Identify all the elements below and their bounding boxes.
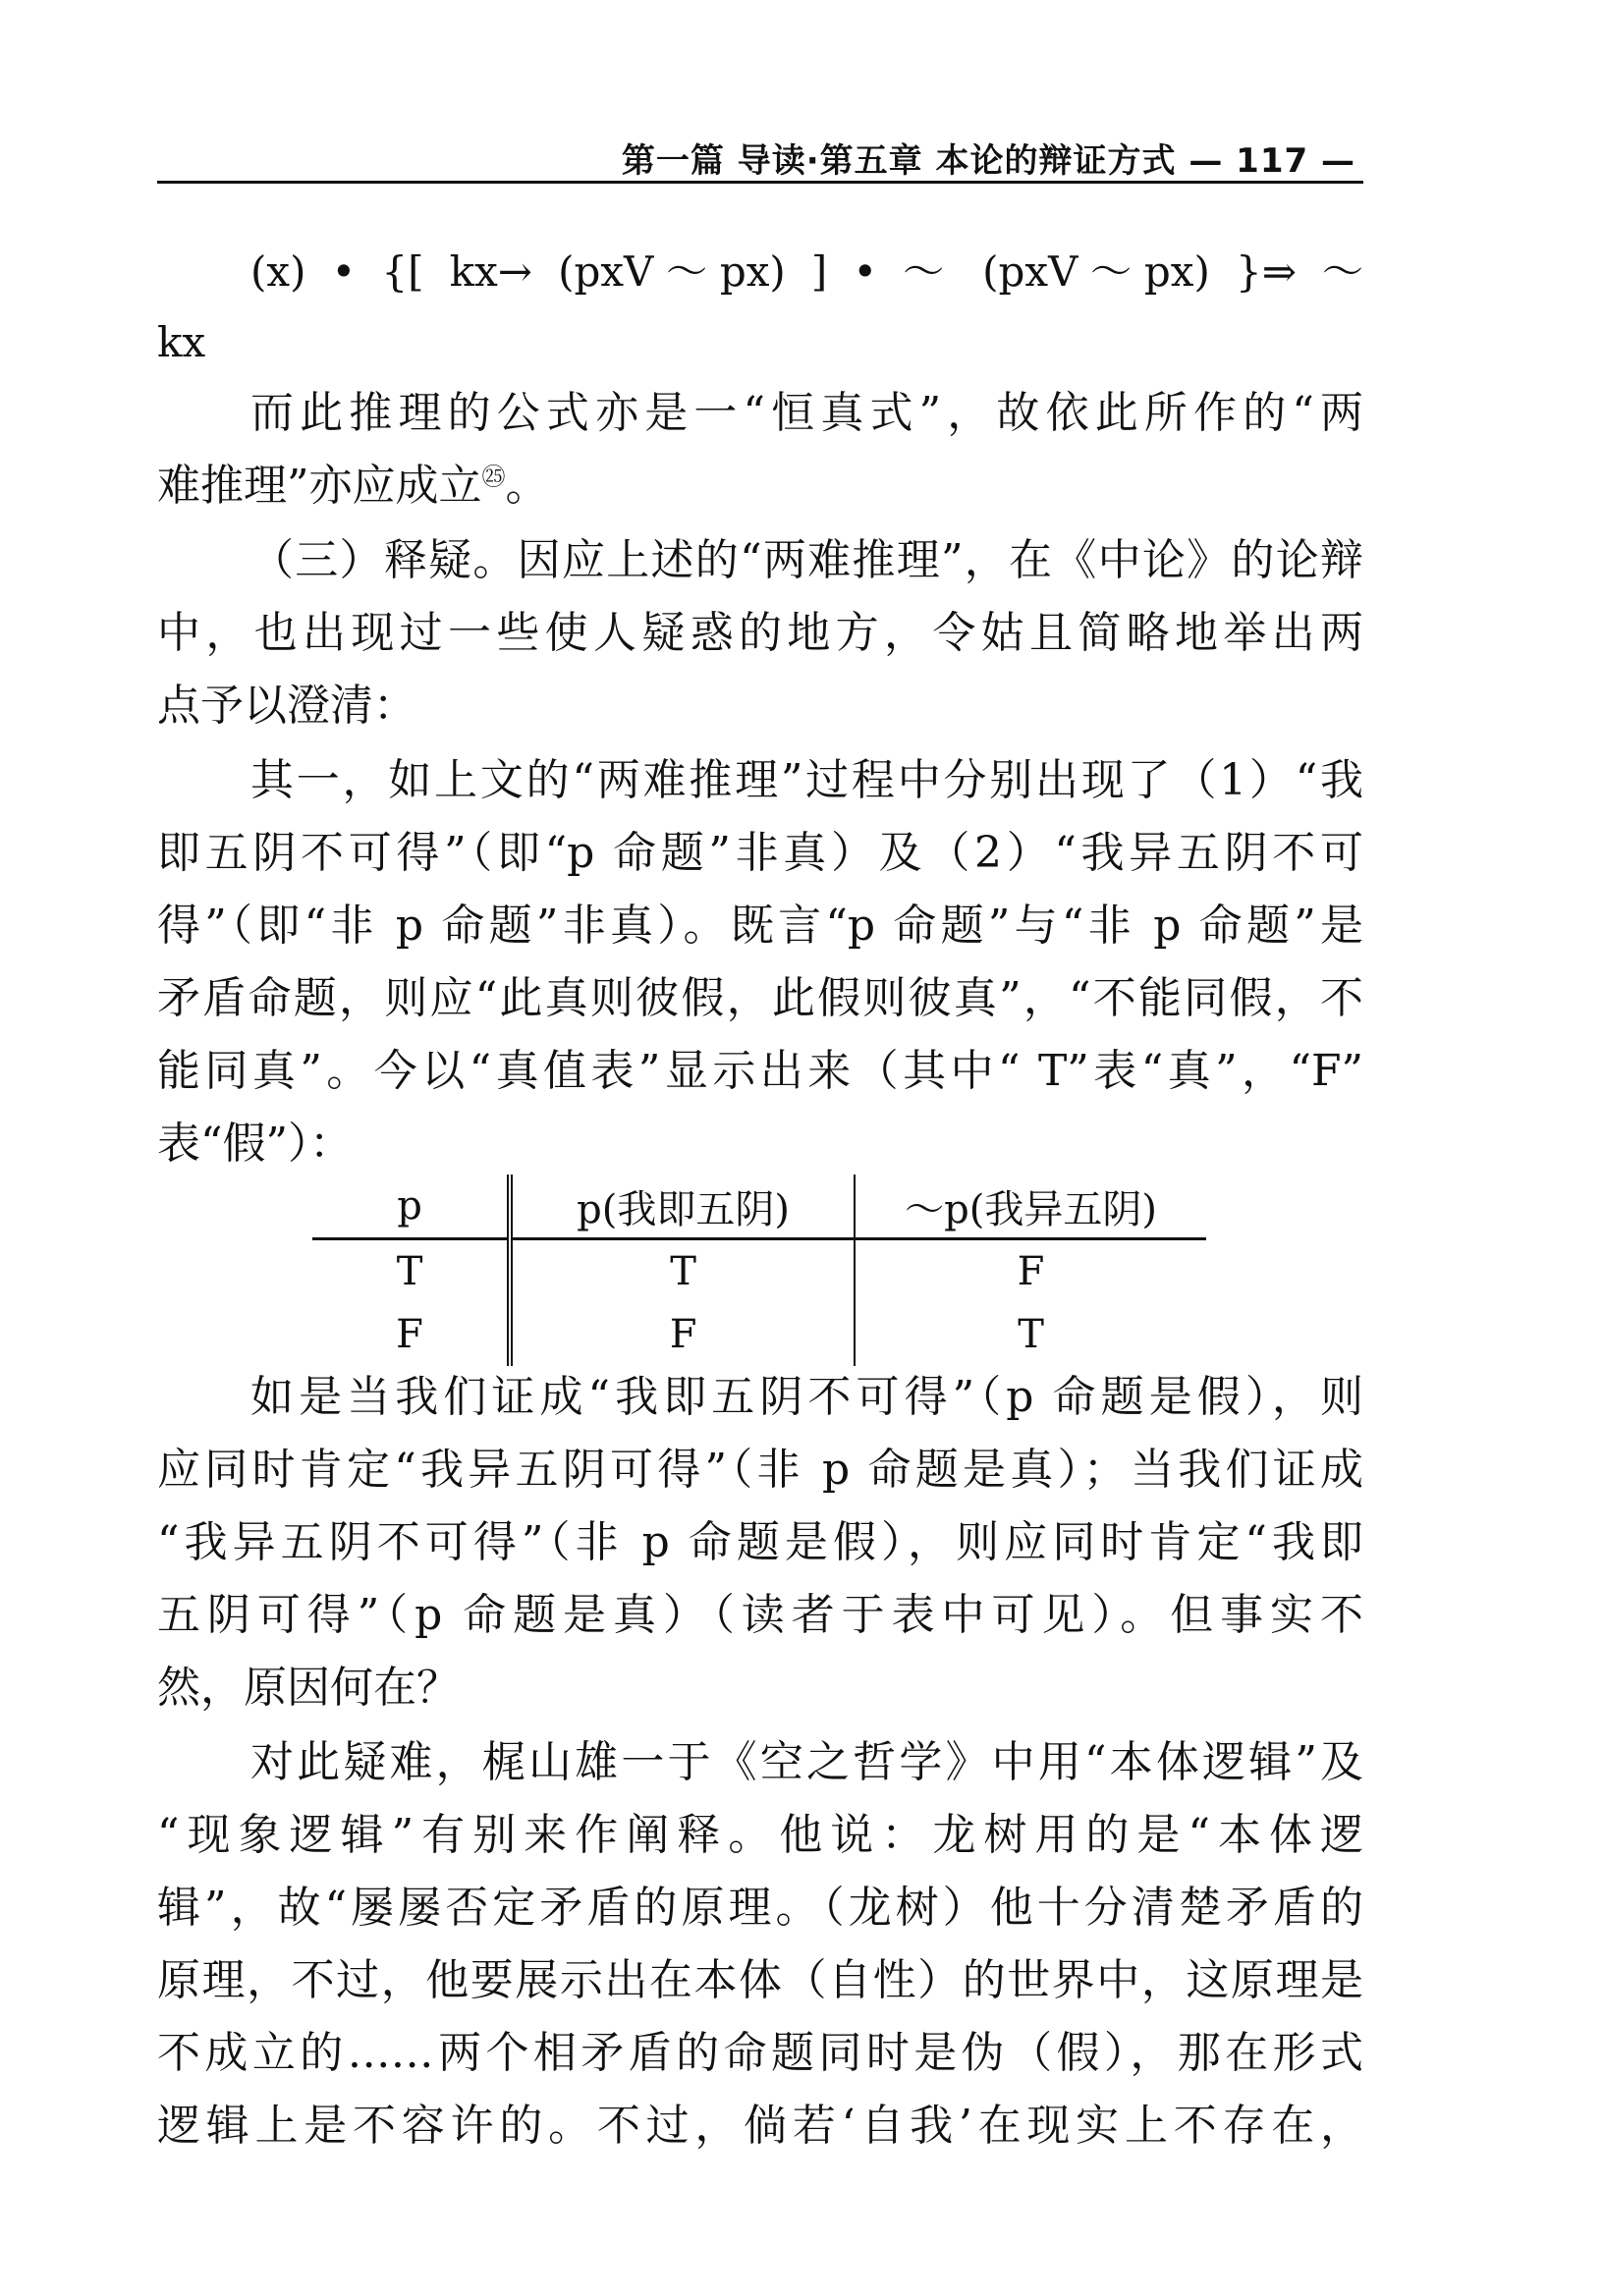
- text-line: 点予以澄清：: [157, 681, 416, 731]
- truth-table-cell: T: [510, 1239, 855, 1304]
- text-line: 辑”，故“屡屡否定矛盾的原理。（龙树）他十分清楚矛盾的: [157, 1883, 1363, 1933]
- truth-table-header-row: [312, 1175, 1206, 1239]
- running-title: 第一篇 导读·第五章 本论的辩证方式 — 117 —: [621, 141, 1355, 181]
- truth-table-header: p(我即五阴): [510, 1175, 855, 1239]
- text-line: （三）释疑。因应上述的“两难推理”，在《中论》的论辩: [250, 535, 1363, 585]
- truth-table-row: [312, 1239, 1206, 1304]
- truth-table: [312, 1175, 1206, 1366]
- logic-formula: (x) • {[ kx→ (pxV～px) ] • ～ (pxV～px) }⇒ ～: [250, 247, 1363, 296]
- text-line: 对此疑难，梶山雄一于《空之哲学》中用“本体逻辑”及: [250, 1737, 1363, 1787]
- text-line: 其一，如上文的“两难推理”过程中分别出现了（1）“我: [250, 755, 1363, 805]
- truth-table-header: ～p(我异五阴): [855, 1175, 1206, 1239]
- logic-formula-continuation: kx: [157, 318, 206, 366]
- text-line: 如是当我们证成“我即五阴不可得”（p 命题是假），则: [250, 1372, 1363, 1422]
- text-line: 逻辑上是不容许的。不过，倘若‘自我’在现实上不存在，: [157, 2101, 1363, 2151]
- text-line-segment: 难推理”亦应成立: [157, 461, 482, 511]
- truth-table-cell: T: [1018, 1312, 1044, 1357]
- running-header: [157, 126, 1363, 184]
- truth-table-header: p: [312, 1175, 510, 1239]
- text-line: 而此推理的公式亦是一“恒真式”，故依此所作的“两: [250, 388, 1363, 438]
- text-line-end: 。: [505, 461, 549, 511]
- text-line: 得”（即“非 p 命题”非真）。既言“p 命题”与“非 p 命题”是: [157, 901, 1363, 951]
- text-line: 矛盾命题，则应“此真则彼假，此假则彼真”，“不能同假，不: [157, 973, 1363, 1023]
- text-line: 原理，不过，他要展示出在本体（自性）的世界中，这原理是: [157, 1955, 1363, 2005]
- footnote-marker: ㉕: [481, 463, 506, 491]
- text-line: [157, 450, 1363, 522]
- text-line: “现象逻辑”有别来作阐释。他说：龙树用的是“本体逻: [157, 1810, 1363, 1860]
- truth-table-cell: F: [312, 1303, 510, 1366]
- text-line: “我异五阴不可得”（非 p 命题是假），则应同时肯定“我即: [157, 1517, 1363, 1567]
- text-line: 应同时肯定“我异五阴可得”（非 p 命题是真）；当我们证成: [157, 1445, 1363, 1495]
- text-line: 然，原因何在？: [157, 1663, 460, 1713]
- truth-table-cell: F: [510, 1303, 855, 1366]
- text-line: 不成立的……两个相矛盾的命题同时是伪（假），那在形式: [157, 2028, 1363, 2078]
- text-line: 即五阴不可得”（即“p 命题”非真）及（2）“我异五阴不可: [157, 828, 1363, 878]
- text-line: 表“假”）：: [157, 1119, 353, 1169]
- text-line: 能同真”。今以“真值表”显示出来（其中“ T”表“真”，“F”: [157, 1046, 1363, 1096]
- truth-table-row: [312, 1303, 1206, 1366]
- text-line: 中，也出现过一些使人疑惑的地方，令姑且简略地举出两: [157, 608, 1363, 658]
- truth-table-cell: T: [312, 1239, 510, 1304]
- text-line: 五阴可得”（p 命题是真）（读者于表中可见）。但事实不: [157, 1590, 1363, 1640]
- truth-table-cell: F: [1017, 1249, 1045, 1294]
